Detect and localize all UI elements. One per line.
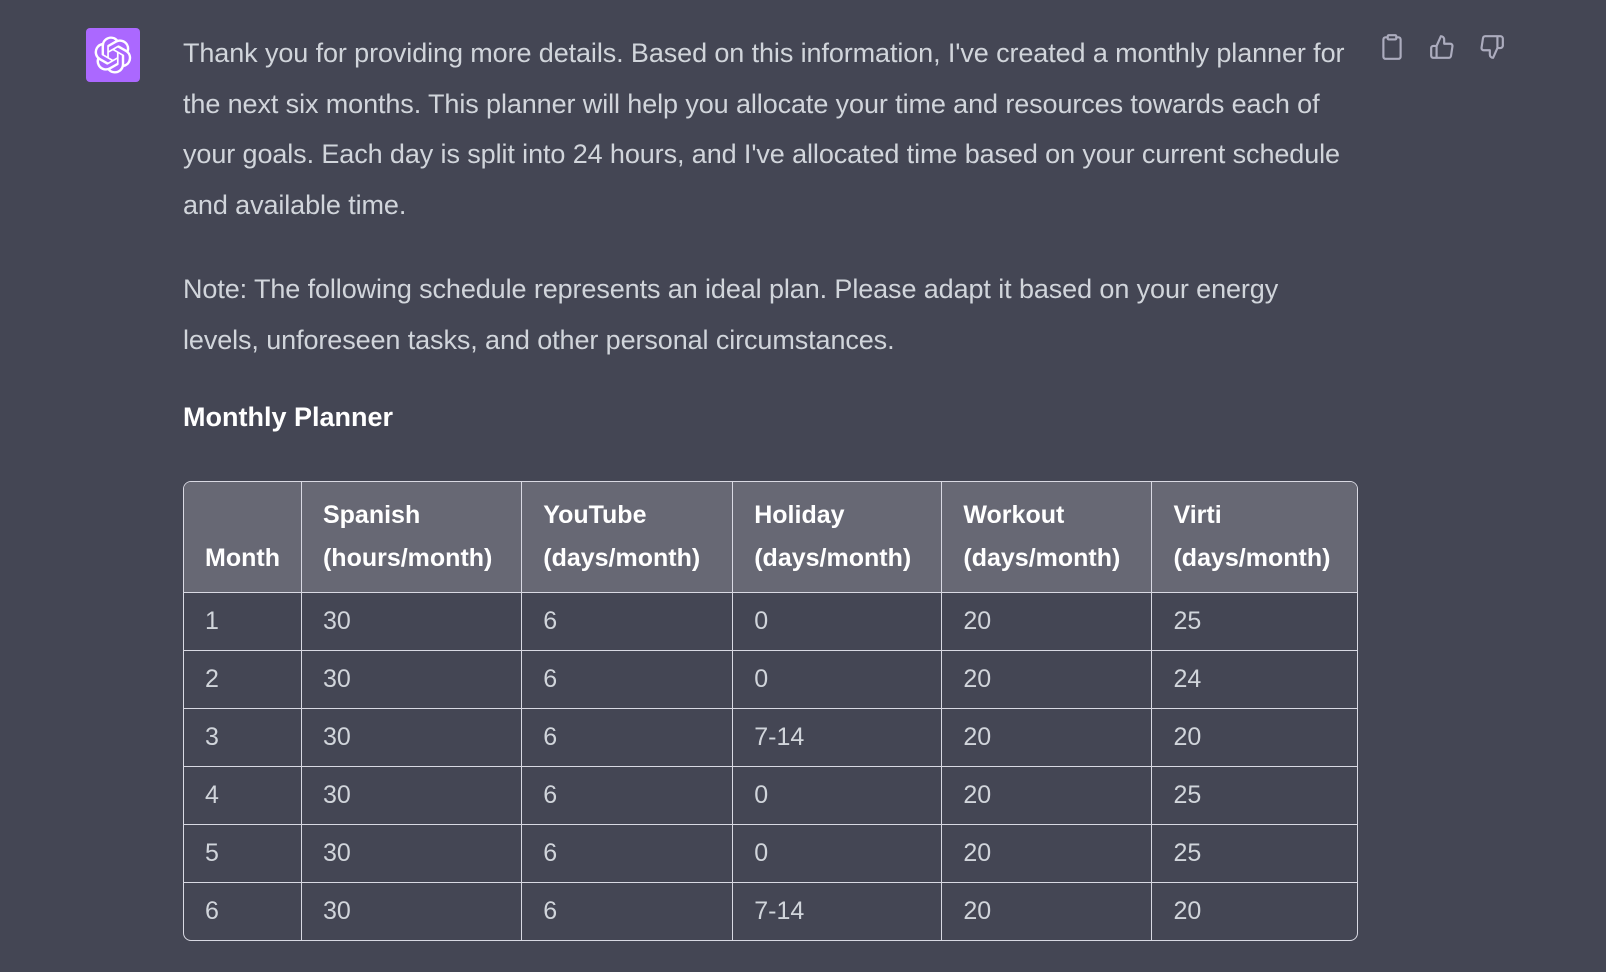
cell-spanish: 30 [302,709,522,767]
cell-holiday: 0 [733,825,942,883]
table-header-row [184,482,1357,593]
cell-month: 1 [184,593,302,651]
clipboard-icon [1379,33,1405,61]
cell-spanish: 30 [302,825,522,883]
cell-month: 5 [184,825,302,883]
table-row [184,593,1357,651]
thumbs-down-button[interactable] [1478,32,1506,62]
cell-month: 2 [184,651,302,709]
header-workout: Workout (days/month) [942,482,1152,593]
cell-spanish: 30 [302,593,522,651]
openai-logo-icon [94,36,132,74]
table-row [184,883,1357,940]
cell-holiday: 7-14 [733,883,942,940]
cell-holiday: 0 [733,651,942,709]
cell-workout: 20 [942,883,1152,940]
header-month: Month [184,482,302,593]
cell-month: 4 [184,767,302,825]
thumbs-down-icon [1479,33,1505,61]
cell-youtube: 6 [522,825,733,883]
cell-youtube: 6 [522,709,733,767]
table-row [184,651,1357,709]
header-youtube: YouTube (days/month) [522,482,733,593]
table-row [184,767,1357,825]
cell-workout: 20 [942,593,1152,651]
copy-button[interactable] [1378,32,1406,62]
cell-workout: 20 [942,709,1152,767]
cell-month: 3 [184,709,302,767]
intro-paragraph: Thank you for providing more details. Based on this information, I've created a monthly planner for the next six months. This planner will help you allocate your time and resources towards each of your goals. Each day is split into 24 hours, and I've allocated time based on your current schedule and available time. [183,38,1345,220]
cell-youtube: 6 [522,767,733,825]
cell-workout: 20 [942,767,1152,825]
cell-workout: 20 [942,825,1152,883]
cell-holiday: 0 [733,593,942,651]
table-row [184,709,1357,767]
header-holiday: Holiday (days/month) [733,482,942,593]
avatar [86,28,140,82]
planner-table [183,481,1358,941]
cell-holiday: 7-14 [733,709,942,767]
header-virti: Virti (days/month) [1152,482,1357,593]
thumbs-up-button[interactable] [1428,32,1456,62]
cell-virti: 20 [1152,709,1357,767]
cell-youtube: 6 [522,883,733,940]
cell-virti: 20 [1173,897,1202,925]
header-spanish: Spanish (hours/month) [302,482,522,593]
cell-virti: 25 [1152,767,1357,825]
note-paragraph: Note: The following schedule represents an ideal plan. Please adapt it based on your energy levels, unforeseen tasks, and other personal circumstances. [183,274,1279,355]
cell-spanish: 30 [302,767,522,825]
cell-holiday: 0 [733,767,942,825]
section-heading: Monthly Planner [183,402,394,432]
message-content [183,28,1355,941]
cell-spanish: 30 [302,651,522,709]
cell-virti: 24 [1152,651,1357,709]
cell-workout: 20 [942,651,1152,709]
cell-month: 6 [184,883,302,940]
thumbs-up-icon [1429,33,1455,61]
message-actions [1378,32,1506,62]
cell-virti: 25 [1152,593,1357,651]
cell-spanish: 30 [302,883,522,940]
cell-virti: 25 [1152,825,1357,883]
cell-youtube: 6 [522,651,733,709]
table-row [184,825,1357,883]
cell-youtube: 6 [522,593,733,651]
